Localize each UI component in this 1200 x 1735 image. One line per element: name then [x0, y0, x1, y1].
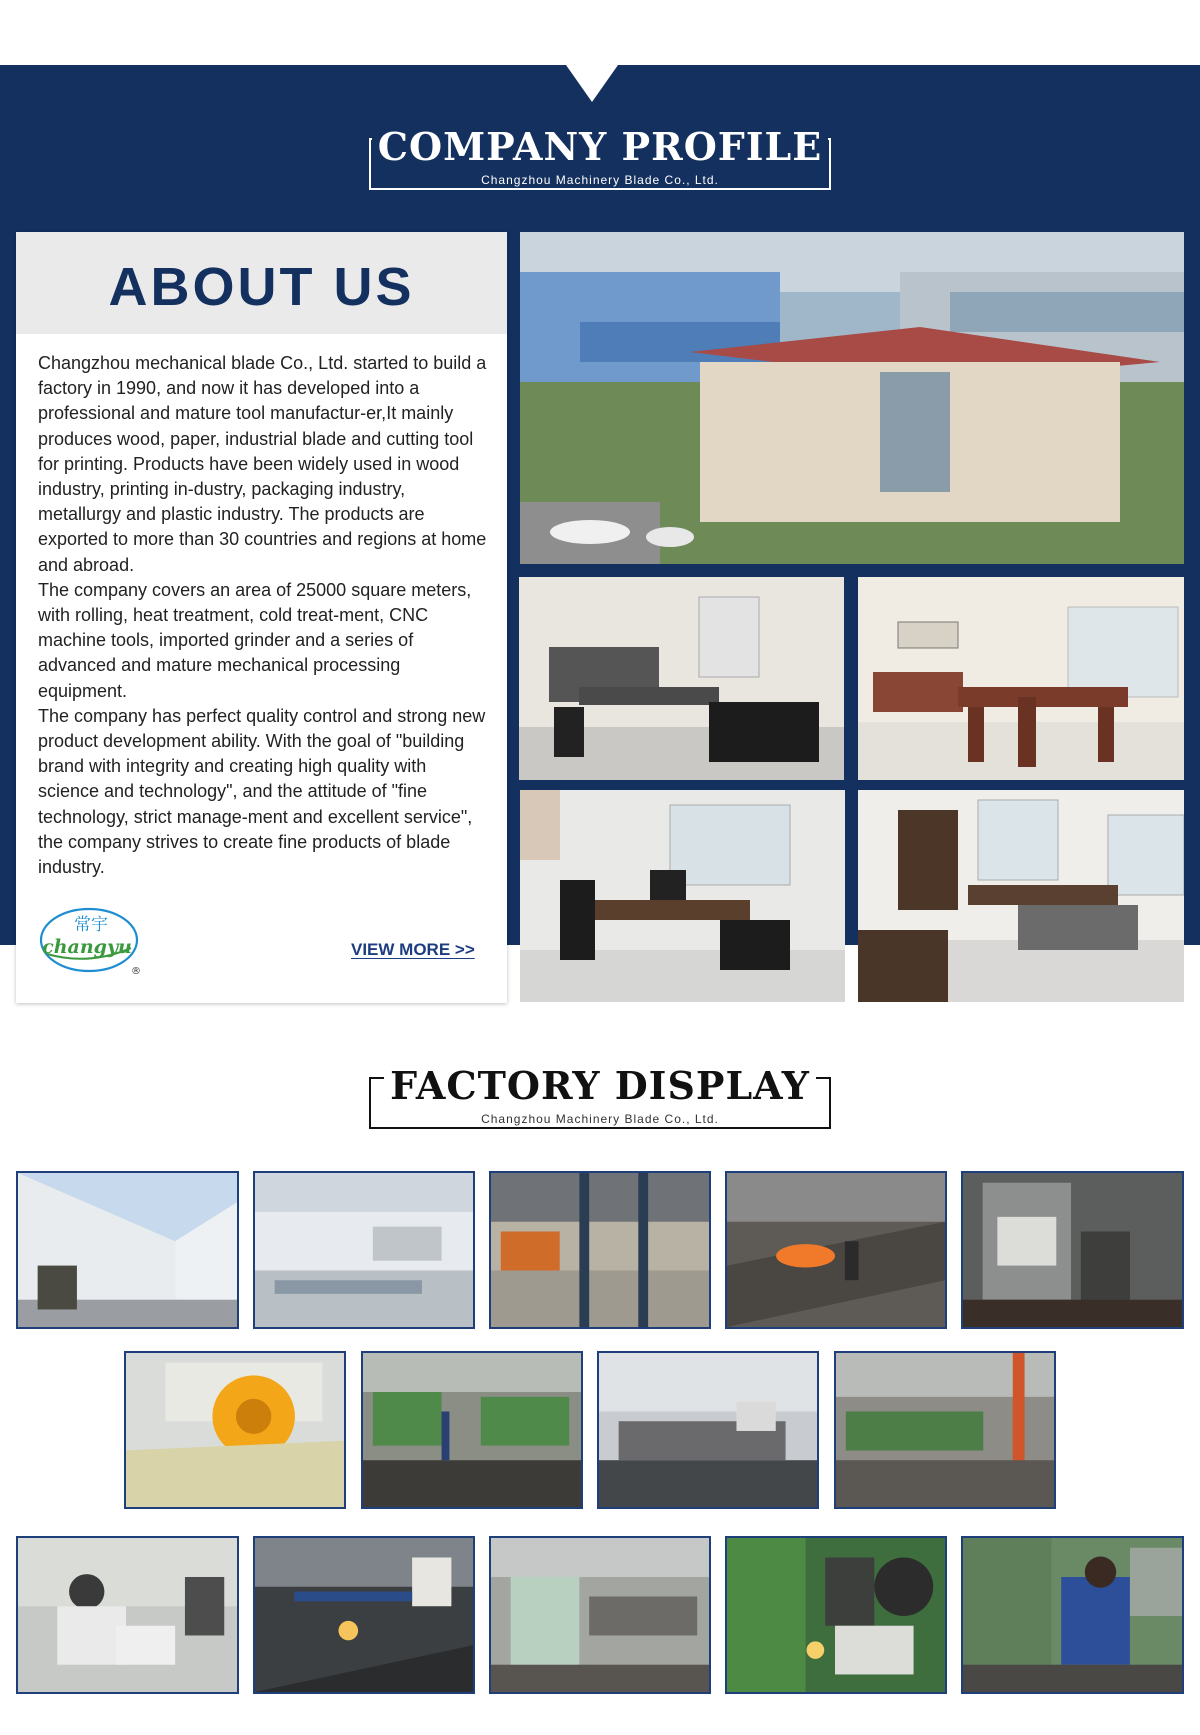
factory-display-title-box — [369, 1063, 831, 1129]
factory-photo-14 — [961, 1536, 1184, 1694]
factory-photo-5 — [961, 1171, 1184, 1329]
factory-photo-4 — [725, 1171, 947, 1329]
about-us-text — [16, 334, 507, 880]
about-us-card — [16, 232, 507, 1003]
logo-chinese-text: 常宇 — [74, 915, 108, 935]
about-us-header — [16, 232, 507, 334]
band-notch — [566, 65, 618, 102]
company-profile-title: COMPANY PROFILE — [372, 128, 829, 166]
office-photo-4 — [858, 790, 1184, 1002]
view-more-link[interactable]: VIEW MORE >> — [351, 940, 475, 959]
office-photo-1 — [519, 577, 844, 780]
factory-photo-8 — [597, 1351, 819, 1509]
factory-photo-6 — [124, 1351, 346, 1509]
factory-photo-7 — [361, 1351, 583, 1509]
factory-photo-12 — [489, 1536, 711, 1694]
changyu-logo — [39, 904, 143, 978]
factory-photo-9 — [834, 1351, 1056, 1509]
logo-latin-text: changyu — [42, 936, 132, 958]
office-photo-3 — [520, 790, 845, 1002]
factory-photo-3 — [489, 1171, 711, 1329]
office-photo-2 — [858, 577, 1184, 780]
factory-photo-1 — [16, 1171, 239, 1329]
company-profile-subtitle: Changzhou Machinery Blade Co., Ltd. — [481, 173, 719, 187]
logo-registered-mark: ® — [131, 966, 141, 977]
about-paragraph-3: The company has perfect quality control and strong new product development ability. With the goal of "building brand with integrity and creating high quality with science and technology", and the attitude of "fine technology, strict manage-ment and excellent service", the company strives to create fine products of blade industry. — [38, 705, 486, 878]
factory-photo-10 — [16, 1536, 239, 1694]
factory-photo-11 — [253, 1536, 475, 1694]
about-paragraph-1: Changzhou mechanical blade Co., Ltd. started to build a factory in 1990, and now it has developed into a professional and mature tool manufactur-er,It mainly produces wood, paper, industrial blade and cutting tool for printing. Products have been widely used in wood industry, printing in-dustry, packaging industry, metallurgy and plastic industry. The products are exported to more than 30 countries and regions at home and abroad. — [38, 353, 487, 575]
factory-display-title: FACTORY DISPLAY — [384, 1067, 816, 1105]
factory-photo-2 — [253, 1171, 475, 1329]
headquarters-aerial-photo — [520, 232, 1184, 564]
factory-photo-13 — [725, 1536, 947, 1694]
about-us-heading: ABOUT US — [108, 257, 415, 317]
about-paragraph-2: The company covers an area of 25000 square meters, with rolling, heat treatment, cold treat-ment, CNC machine tools, imported grinder and a series of advanced and mature mechanical processing equipment. — [38, 579, 472, 701]
factory-display-subtitle: Changzhou Machinery Blade Co., Ltd. — [481, 1112, 719, 1126]
company-profile-title-box — [369, 124, 831, 190]
